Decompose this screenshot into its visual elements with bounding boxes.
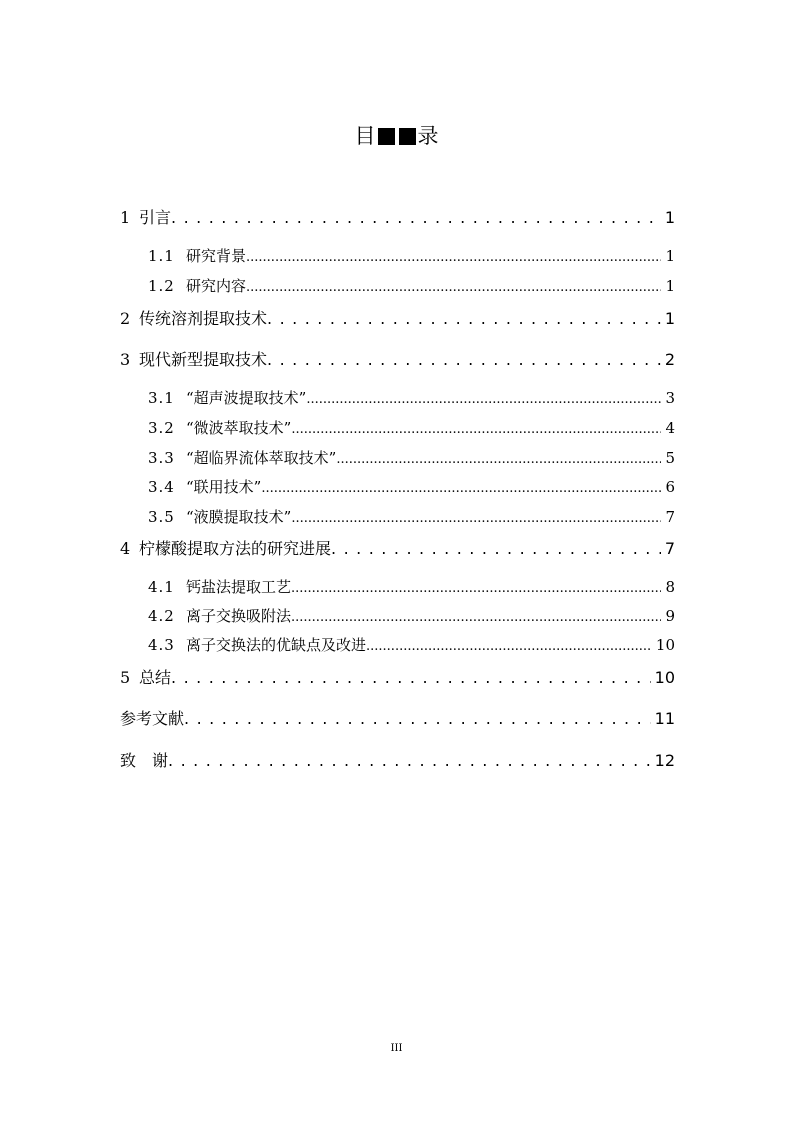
toc-leader-dots xyxy=(267,307,661,331)
toc-entry-number: 2 xyxy=(120,309,131,328)
toc-entry-number: 4.2 xyxy=(148,607,175,625)
toc-entry[interactable] xyxy=(148,446,675,470)
toc-entry[interactable] xyxy=(148,604,675,628)
toc-entry-number: 1.1 xyxy=(148,247,175,265)
toc-entry-title: “超声波提取技术” xyxy=(186,389,307,407)
toc-entry-title: 现代新型提取技术 xyxy=(139,350,268,369)
toc-entry-page: 8 xyxy=(665,578,675,596)
toc-entry-title: 研究背景 xyxy=(186,247,247,265)
toc-leader-dots xyxy=(171,206,661,230)
toc-entry-number: 4.3 xyxy=(148,636,175,654)
toc-entry[interactable] xyxy=(148,505,675,529)
toc-leader-dots xyxy=(261,475,661,499)
toc-entry-number: 5 xyxy=(120,668,131,687)
toc-entry-page: 10 xyxy=(655,636,675,654)
toc-entry[interactable] xyxy=(120,537,675,561)
title-char-1: 目 xyxy=(354,124,376,148)
toc-entry-number: 3.2 xyxy=(148,419,175,437)
toc-entry-title: 柠檬酸提取方法的研究进展 xyxy=(139,539,332,558)
toc-entry-page: 11 xyxy=(654,709,675,728)
toc-leader-dots xyxy=(336,446,661,470)
toc-leader-dots xyxy=(184,707,651,731)
toc-entry-page: 6 xyxy=(665,478,675,496)
toc-entry-title: 致 谢 xyxy=(120,751,169,770)
toc-entry-number: 4 xyxy=(120,539,131,558)
toc-leader-dots xyxy=(331,537,661,561)
toc-entry-number: 3.1 xyxy=(148,389,175,407)
toc-entry-title: 钙盐法提取工艺 xyxy=(186,578,292,596)
toc-entry-page: 1 xyxy=(665,277,675,295)
toc-entry-title: “液膜提取技术” xyxy=(186,508,292,526)
page-number: III xyxy=(390,1043,403,1054)
toc-entry[interactable] xyxy=(148,386,675,410)
toc-entry-page: 1 xyxy=(664,309,675,328)
toc-entry[interactable] xyxy=(148,475,675,499)
toc-entry[interactable] xyxy=(148,244,675,268)
toc-leader-dots xyxy=(246,274,661,298)
toc-entry-page: 1 xyxy=(664,208,675,227)
toc-entry[interactable] xyxy=(120,307,675,331)
toc-entry-page: 4 xyxy=(665,419,675,437)
toc-entry-title: “联用技术” xyxy=(186,478,262,496)
toc-entry-title: 引言 xyxy=(139,208,172,227)
toc-entry-title: 总结 xyxy=(139,668,172,687)
toc-entry[interactable] xyxy=(148,575,675,599)
toc-entry-title: “微波萃取技术” xyxy=(186,419,292,437)
toc-entry-page: 9 xyxy=(665,607,675,625)
toc-leader-dots xyxy=(291,505,661,529)
toc-entry-title: 离子交换法的优缺点及改进 xyxy=(186,636,367,654)
toc-entry[interactable] xyxy=(120,206,675,230)
toc-entry-page: 7 xyxy=(664,539,675,558)
toc-entry-number: 1.2 xyxy=(148,277,175,295)
toc-entry-page: 1 xyxy=(665,247,675,265)
toc-entry[interactable] xyxy=(120,348,675,372)
toc-leader-dots xyxy=(306,386,661,410)
toc-leader-dots xyxy=(246,244,661,268)
toc-entry-number: 3.3 xyxy=(148,449,175,467)
toc-entry-title: 研究内容 xyxy=(186,277,247,295)
toc-leader-dots xyxy=(267,348,661,372)
toc-entry[interactable] xyxy=(148,633,675,657)
toc-entry[interactable] xyxy=(148,274,675,298)
toc-entry[interactable] xyxy=(148,416,675,440)
toc-entry[interactable] xyxy=(120,749,675,773)
toc-leader-dots xyxy=(168,749,651,773)
toc-entry-page: 3 xyxy=(665,389,675,407)
toc-entry-title: “超临界流体萃取技术” xyxy=(186,449,337,467)
toc-entry-number: 3 xyxy=(120,350,131,369)
toc-leader-dots xyxy=(366,633,652,657)
toc-leader-dots xyxy=(171,666,651,690)
toc-entry-page: 5 xyxy=(665,449,675,467)
toc-entry-number: 3.5 xyxy=(148,508,175,526)
toc-entry-title: 传统溶剂提取技术 xyxy=(139,309,268,328)
title-char-2: 录 xyxy=(417,124,439,148)
toc-entry-page: 2 xyxy=(664,350,675,369)
toc-entry-page: 10 xyxy=(654,668,675,687)
toc-entry-page: 12 xyxy=(654,751,675,770)
toc-entry-title: 离子交换吸附法 xyxy=(186,607,292,625)
toc-entry-page: 7 xyxy=(665,508,675,526)
toc-leader-dots xyxy=(291,604,661,628)
toc-entry[interactable] xyxy=(120,666,675,690)
toc-leader-dots xyxy=(291,416,661,440)
toc-entry-number: 3.4 xyxy=(148,478,175,496)
toc-entry-number: 4.1 xyxy=(148,578,175,596)
toc-entry-title: 参考文献 xyxy=(120,709,185,728)
toc-entry-number: 1 xyxy=(120,208,131,227)
toc-leader-dots xyxy=(291,575,661,599)
toc-entry[interactable] xyxy=(120,707,675,731)
